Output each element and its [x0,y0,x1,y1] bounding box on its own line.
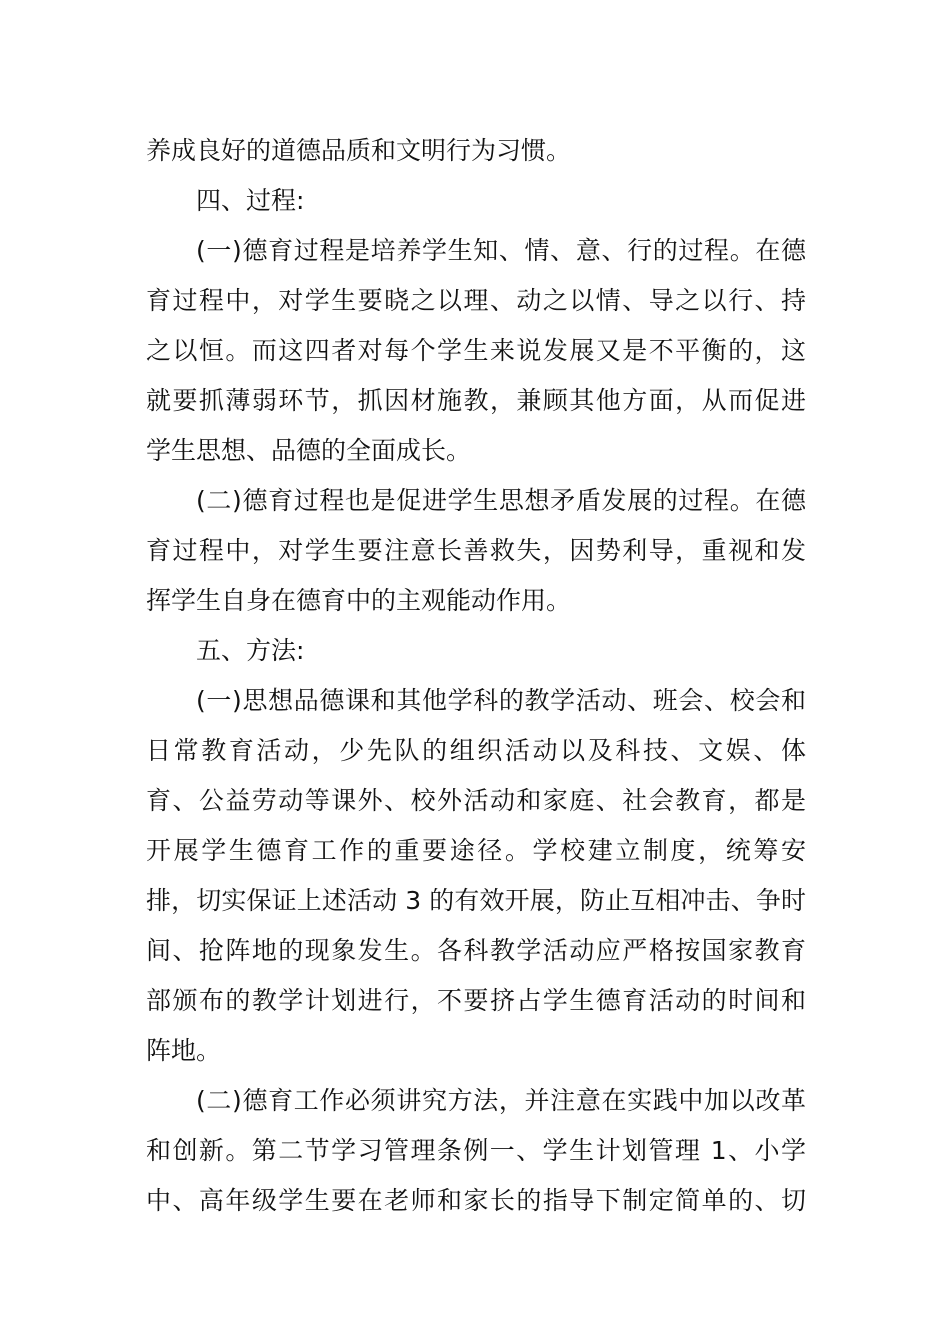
text-line: (一)德育过程是培养学生知、情、意、行的过程。在德 [196,236,806,265]
text-line: 挥学生自身在德育中的主观能动作用。 [146,586,572,615]
text-line: (二)德育工作必须讲究方法，并注意在实践中加以改革 [196,1086,806,1115]
text-line: 部颁布的教学计划进行，不要挤占学生德育活动的时间和 [146,986,806,1015]
text-line: 阵地。 [146,1036,222,1065]
text-line: 育过程中，对学生要注意长善救失，因势利导，重视和发 [146,536,806,565]
text-line: 育、公益劳动等课外、校外活动和家庭、社会教育，都是 [146,786,806,815]
text-line: 就要抓薄弱环节，抓因材施教，兼顾其他方面，从而促进 [146,386,806,415]
section-heading: 五、方法: [196,636,305,665]
text-line: 日常教育活动，少先队的组织活动以及科技、文娱、体 [146,736,806,765]
text-line: 养成良好的道德品质和文明行为习惯。 [146,136,572,165]
text-line: 和创新。第二节学习管理条例一、学生计划管理 1、小学 [146,1136,806,1165]
section-heading: 四、过程: [196,186,305,215]
text-line: (二)德育过程也是促进学生思想矛盾发展的过程。在德 [196,486,806,515]
text-line: 中、高年级学生要在老师和家长的指导下制定简单的、切 [146,1186,806,1215]
text-line: (一)思想品德课和其他学科的教学活动、班会、校会和 [196,686,806,715]
text-line: 排，切实保证上述活动 3 的有效开展，防止互相冲击、争时 [146,886,806,915]
text-line: 学生思想、品德的全面成长。 [146,436,472,465]
text-line: 间、抢阵地的现象发生。各科教学活动应严格按国家教育 [146,936,806,965]
text-line: 之以恒。而这四者对每个学生来说发展又是不平衡的，这 [146,336,806,365]
text-line: 开展学生德育工作的重要途径。学校建立制度，统筹安 [146,836,806,865]
text-line: 育过程中，对学生要晓之以理、动之以情、导之以行、持 [146,286,806,315]
